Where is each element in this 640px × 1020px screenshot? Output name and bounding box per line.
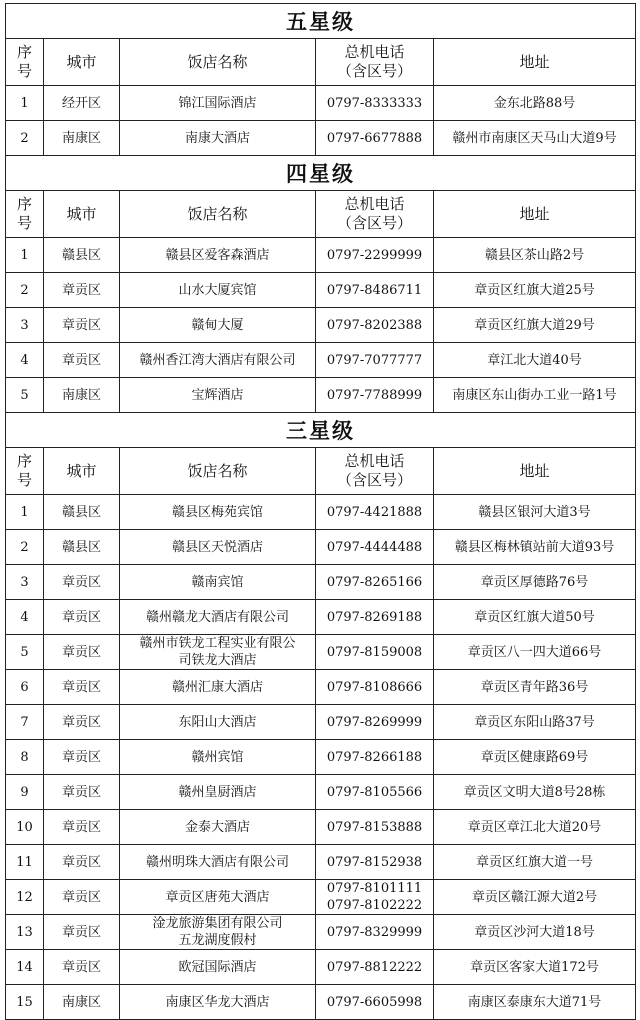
header-city: 城市: [44, 39, 120, 86]
header-phone-line: 总机电话: [344, 43, 405, 61]
row-city: 章贡区: [44, 740, 120, 775]
row-number: 13: [6, 915, 44, 950]
row-phone: [316, 565, 434, 600]
row-address: 金东北路88号: [434, 86, 636, 121]
table-row: [6, 600, 636, 635]
row-city: 章贡区: [44, 915, 120, 950]
row-phone: [316, 121, 434, 156]
hotel-name-line: 锦江国际酒店: [178, 95, 257, 111]
table-row: [6, 343, 636, 378]
table-row: [6, 950, 636, 985]
table-row: [6, 670, 636, 705]
table-row: [6, 495, 636, 530]
hotel-name-line: 赣甸大厦: [191, 317, 244, 333]
header-no-line: 序: [16, 43, 32, 61]
row-hotel-name: [120, 915, 316, 950]
header-no: [6, 39, 44, 86]
row-number: 6: [6, 670, 44, 705]
phone-line: 0797-4421888: [326, 504, 423, 520]
row-phone: [316, 600, 434, 635]
row-city: 章贡区: [44, 775, 120, 810]
row-address: 南康区东山街办工业一路1号: [434, 378, 636, 413]
header-hotel-name: 饭店名称: [120, 191, 316, 238]
row-number: 3: [6, 565, 44, 600]
header-address: 地址: [434, 191, 636, 238]
row-number: 12: [6, 880, 44, 915]
row-city: 章贡区: [44, 635, 120, 670]
row-hotel-name: [120, 238, 316, 273]
hotel-name-line: 东阳山大酒店: [178, 714, 257, 730]
row-number: 5: [6, 378, 44, 413]
header-address: 地址: [434, 448, 636, 495]
row-number: 5: [6, 635, 44, 670]
row-hotel-name: [120, 670, 316, 705]
row-address: 章贡区健康路69号: [434, 740, 636, 775]
phone-line: 0797-8269188: [326, 609, 423, 625]
row-phone: [316, 950, 434, 985]
hotel-name-line: 赣州市铁龙工程实业有限公: [139, 636, 296, 651]
row-address: 章贡区沙河大道18号: [434, 915, 636, 950]
row-hotel-name: [120, 950, 316, 985]
row-phone: [316, 810, 434, 845]
row-phone: [316, 705, 434, 740]
column-header-row: [6, 191, 636, 238]
header-phone-line: 总机电话: [344, 195, 405, 213]
row-address: 章江北大道40号: [434, 343, 636, 378]
phone-line: 0797-8329999: [326, 924, 423, 940]
row-address: 赣县区银河大道3号: [434, 495, 636, 530]
header-no-line: 号: [16, 62, 32, 80]
phone-line: 0797-8266188: [326, 749, 423, 765]
header-phone: [316, 448, 434, 495]
row-address: 章贡区东阳山路37号: [434, 705, 636, 740]
hotel-table-body: [6, 4, 636, 1020]
hotel-name-line: 金泰大酒店: [184, 819, 250, 835]
row-number: 1: [6, 86, 44, 121]
row-number: 11: [6, 845, 44, 880]
hotel-name-line: 赣县区爱客森酒店: [165, 247, 270, 263]
section-title: 四星级: [6, 156, 636, 191]
row-hotel-name: [120, 495, 316, 530]
section-title-row: [6, 413, 636, 448]
row-hotel-name: [120, 775, 316, 810]
phone-line: 0797-8202388: [326, 317, 423, 333]
row-city: 章贡区: [44, 670, 120, 705]
header-no: [6, 191, 44, 238]
header-phone-line: （含区号）: [336, 214, 412, 232]
phone-line: 0797-8152938: [326, 854, 423, 870]
row-hotel-name: [120, 880, 316, 915]
table-row: [6, 238, 636, 273]
phone-line: 0797-6677888: [326, 130, 423, 146]
table-row: [6, 565, 636, 600]
row-phone: [316, 880, 434, 915]
hotel-name-line: 欧冠国际酒店: [178, 959, 257, 975]
row-city: 经开区: [44, 86, 120, 121]
row-city: 南康区: [44, 985, 120, 1020]
row-phone: [316, 915, 434, 950]
table-row: [6, 915, 636, 950]
row-hotel-name: [120, 308, 316, 343]
row-number: 7: [6, 705, 44, 740]
row-address: 章贡区文明大道8号28栋: [434, 775, 636, 810]
phone-line: 0797-2299999: [326, 247, 423, 263]
hotel-name-line: 赣县区梅苑宾馆: [171, 504, 263, 520]
row-address: 赣县区梅林镇站前大道93号: [434, 530, 636, 565]
row-hotel-name: [120, 845, 316, 880]
header-phone-line: （含区号）: [336, 62, 412, 80]
table-row: [6, 845, 636, 880]
row-city: 章贡区: [44, 950, 120, 985]
phone-line: 0797-8159008: [326, 644, 423, 660]
phone-line: 0797-8108666: [326, 679, 423, 695]
table-row: [6, 985, 636, 1020]
row-address: 章贡区红旗大道25号: [434, 273, 636, 308]
section-title: 三星级: [6, 413, 636, 448]
hotel-name-line: 赣州赣龙大酒店有限公司: [145, 609, 289, 625]
table-row: [6, 810, 636, 845]
row-hotel-name: [120, 985, 316, 1020]
row-city: 章贡区: [44, 565, 120, 600]
hotel-name-line: 赣县区天悦酒店: [171, 539, 263, 555]
hotel-name-line: 赣州香江湾大酒店有限公司: [139, 352, 296, 368]
header-city: 城市: [44, 191, 120, 238]
header-no-line: 序: [16, 195, 32, 213]
row-hotel-name: [120, 635, 316, 670]
table-row: [6, 273, 636, 308]
header-hotel-name: 饭店名称: [120, 448, 316, 495]
row-address: 赣州市南康区天马山大道9号: [434, 121, 636, 156]
row-address: 章贡区八一四大道66号: [434, 635, 636, 670]
row-hotel-name: [120, 86, 316, 121]
hotel-name-line: 章贡区唐苑大酒店: [165, 889, 270, 905]
row-number: 2: [6, 121, 44, 156]
hotel-name-line: 赣州明珠大酒店有限公司: [145, 854, 289, 870]
phone-line: 0797-8105566: [326, 784, 423, 800]
row-address: 赣县区茶山路2号: [434, 238, 636, 273]
row-number: 10: [6, 810, 44, 845]
header-phone: [316, 39, 434, 86]
row-city: 赣县区: [44, 530, 120, 565]
row-number: 3: [6, 308, 44, 343]
section-title: 五星级: [6, 4, 636, 39]
row-city: 章贡区: [44, 705, 120, 740]
row-hotel-name: [120, 121, 316, 156]
phone-line: 0797-8102222: [326, 898, 423, 913]
phone-line: 0797-8153888: [326, 819, 423, 835]
table-row: [6, 308, 636, 343]
hotel-table: [5, 3, 636, 1020]
hotel-name-line: 南康大酒店: [184, 130, 250, 146]
row-city: 章贡区: [44, 810, 120, 845]
header-phone-line: （含区号）: [336, 471, 412, 489]
header-no-line: 号: [16, 214, 32, 232]
row-city: 南康区: [44, 121, 120, 156]
row-address: 章贡区红旗大道50号: [434, 600, 636, 635]
row-city: 章贡区: [44, 880, 120, 915]
row-phone: [316, 845, 434, 880]
hotel-name-line: 淦龙旅游集团有限公司: [152, 916, 283, 931]
row-number: 8: [6, 740, 44, 775]
table-row: [6, 880, 636, 915]
hotel-name-line: 赣州汇康大酒店: [171, 679, 263, 695]
hotel-name-line: 五龙湖度假村: [178, 933, 257, 948]
row-number: 1: [6, 495, 44, 530]
row-number: 9: [6, 775, 44, 810]
row-phone: [316, 985, 434, 1020]
table-row: [6, 121, 636, 156]
row-hotel-name: [120, 273, 316, 308]
table-row: [6, 86, 636, 121]
row-phone: [316, 273, 434, 308]
row-number: 4: [6, 600, 44, 635]
row-city: 赣县区: [44, 238, 120, 273]
row-address: 章贡区厚德路76号: [434, 565, 636, 600]
row-address: 章贡区赣江源大道2号: [434, 880, 636, 915]
row-city: 章贡区: [44, 273, 120, 308]
header-no-line: 序: [16, 452, 32, 470]
row-city: 章贡区: [44, 308, 120, 343]
row-phone: [316, 238, 434, 273]
row-hotel-name: [120, 530, 316, 565]
phone-line: 0797-8812222: [326, 959, 423, 975]
row-city: 南康区: [44, 378, 120, 413]
header-no: [6, 448, 44, 495]
row-phone: [316, 775, 434, 810]
row-phone: [316, 378, 434, 413]
column-header-row: [6, 448, 636, 495]
section-title-row: [6, 156, 636, 191]
hotel-name-line: 赣州宾馆: [191, 749, 244, 765]
row-number: 4: [6, 343, 44, 378]
header-no-line: 号: [16, 471, 32, 489]
row-address: 章贡区章江北大道20号: [434, 810, 636, 845]
phone-line: 0797-8333333: [326, 95, 423, 111]
hotel-name-line: 赣南宾馆: [191, 574, 244, 590]
row-number: 2: [6, 530, 44, 565]
row-phone: [316, 495, 434, 530]
row-number: 2: [6, 273, 44, 308]
header-address: 地址: [434, 39, 636, 86]
row-number: 14: [6, 950, 44, 985]
row-phone: [316, 86, 434, 121]
phone-line: 0797-8269999: [326, 714, 423, 730]
hotel-name-line: 山水大厦宾馆: [178, 282, 257, 298]
table-row: [6, 378, 636, 413]
phone-line: 0797-7077777: [326, 352, 423, 368]
row-hotel-name: [120, 343, 316, 378]
row-phone: [316, 343, 434, 378]
hotel-name-line: 赣州皇厨酒店: [178, 784, 257, 800]
row-hotel-name: [120, 600, 316, 635]
row-address: 章贡区红旗大道29号: [434, 308, 636, 343]
phone-line: 0797-8265166: [326, 574, 423, 590]
row-address: 章贡区青年路36号: [434, 670, 636, 705]
row-phone: [316, 635, 434, 670]
header-hotel-name: 饭店名称: [120, 39, 316, 86]
row-city: 章贡区: [44, 600, 120, 635]
row-address: 南康区泰康东大道71号: [434, 985, 636, 1020]
row-address: 章贡区红旗大道一号: [434, 845, 636, 880]
row-phone: [316, 670, 434, 705]
row-number: 15: [6, 985, 44, 1020]
row-address: 章贡区客家大道172号: [434, 950, 636, 985]
phone-line: 0797-4444488: [326, 539, 423, 555]
row-city: 章贡区: [44, 845, 120, 880]
table-row: [6, 740, 636, 775]
header-city: 城市: [44, 448, 120, 495]
phone-line: 0797-6605998: [326, 994, 423, 1010]
header-phone-line: 总机电话: [344, 452, 405, 470]
row-hotel-name: [120, 810, 316, 845]
row-city: 赣县区: [44, 495, 120, 530]
table-row: [6, 705, 636, 740]
hotel-name-line: 司铁龙大酒店: [178, 653, 257, 668]
hotel-name-line: 南康区华龙大酒店: [165, 994, 270, 1010]
row-number: 1: [6, 238, 44, 273]
hotel-star-rating-sheet: [5, 3, 635, 1020]
row-phone: [316, 740, 434, 775]
row-hotel-name: [120, 565, 316, 600]
phone-line: 0797-8101111: [326, 881, 423, 896]
row-phone: [316, 530, 434, 565]
table-row: [6, 530, 636, 565]
row-hotel-name: [120, 740, 316, 775]
phone-line: 0797-7788999: [326, 387, 423, 403]
column-header-row: [6, 39, 636, 86]
hotel-name-line: 宝辉酒店: [191, 387, 244, 403]
table-row: [6, 635, 636, 670]
section-title-row: [6, 4, 636, 39]
row-phone: [316, 308, 434, 343]
phone-line: 0797-8486711: [326, 282, 423, 298]
table-row: [6, 775, 636, 810]
row-city: 章贡区: [44, 343, 120, 378]
header-phone: [316, 191, 434, 238]
row-hotel-name: [120, 705, 316, 740]
row-hotel-name: [120, 378, 316, 413]
